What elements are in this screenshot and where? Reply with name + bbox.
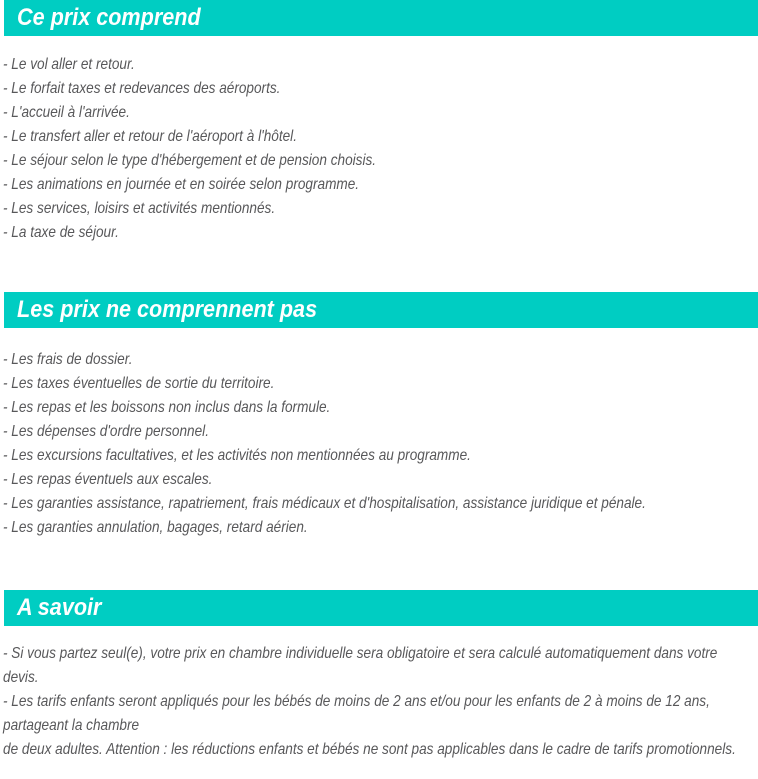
section-title: Les prix ne comprennent pas — [17, 296, 318, 323]
paragraph-line: devis. — [3, 669, 39, 686]
list-item: - Les garanties assistance, rapatriement, frais médicaux et d'hospitalisation, assistance juridique et pénale. — [3, 495, 646, 512]
list-item: - La taxe de séjour. — [3, 224, 119, 241]
list-item: - Le séjour selon le type d'hébergement et de pension choisis. — [3, 152, 377, 169]
list-item: - Les animations en journée et en soirée selon programme. — [3, 176, 360, 193]
section-price-excludes — [0, 292, 758, 540]
price-excludes-list — [0, 328, 758, 540]
list-item: - Les repas et les boissons non inclus dans la formule. — [3, 399, 331, 416]
list-item: - L'accueil à l'arrivée. — [3, 104, 130, 121]
list-item: - Les frais de dossier. — [3, 351, 133, 368]
section-header-price-excludes — [4, 292, 758, 328]
list-item: - Les garanties annulation, bagages, retard aérien. — [3, 519, 308, 536]
paragraph-line: - Si vous partez seul(e), votre prix en chambre individuelle sera obligatoire et sera calculé automatiquement dans votre — [3, 645, 718, 662]
list-item: - Les repas éventuels aux escales. — [3, 471, 213, 488]
list-item: - Les dépenses d'ordre personnel. — [3, 423, 209, 440]
list-item: - Les services, loisirs et activités mentionnés. — [3, 200, 276, 217]
good-to-know-paragraph — [0, 626, 758, 762]
section-good-to-know — [0, 590, 758, 762]
section-title: Ce prix comprend — [17, 4, 201, 31]
section-header-price-includes — [4, 0, 758, 36]
section-header-good-to-know — [4, 590, 758, 626]
list-item: - Les excursions facultatives, et les activités non mentionnées au programme. — [3, 447, 471, 464]
list-item: - Le transfert aller et retour de l'aéroport à l'hôtel. — [3, 128, 297, 145]
section-price-includes — [0, 0, 758, 245]
paragraph-line: - Les tarifs enfants seront appliqués pour les bébés de moins de 2 ans et/ou pour les enfants de 2 à moins de 12 ans, — [3, 693, 710, 710]
list-item: - Le forfait taxes et redevances des aéroports. — [3, 80, 281, 97]
list-item: - Le vol aller et retour. — [3, 56, 135, 73]
paragraph-line: partageant la chambre — [3, 717, 140, 734]
list-item: - Les taxes éventuelles de sortie du territoire. — [3, 375, 275, 392]
paragraph-line: de deux adultes. Attention : les réductions enfants et bébés ne sont pas applicables dans le cadre de tarifs promotionnels. — [3, 741, 736, 758]
section-title: A savoir — [17, 594, 102, 621]
price-includes-list — [0, 36, 758, 245]
